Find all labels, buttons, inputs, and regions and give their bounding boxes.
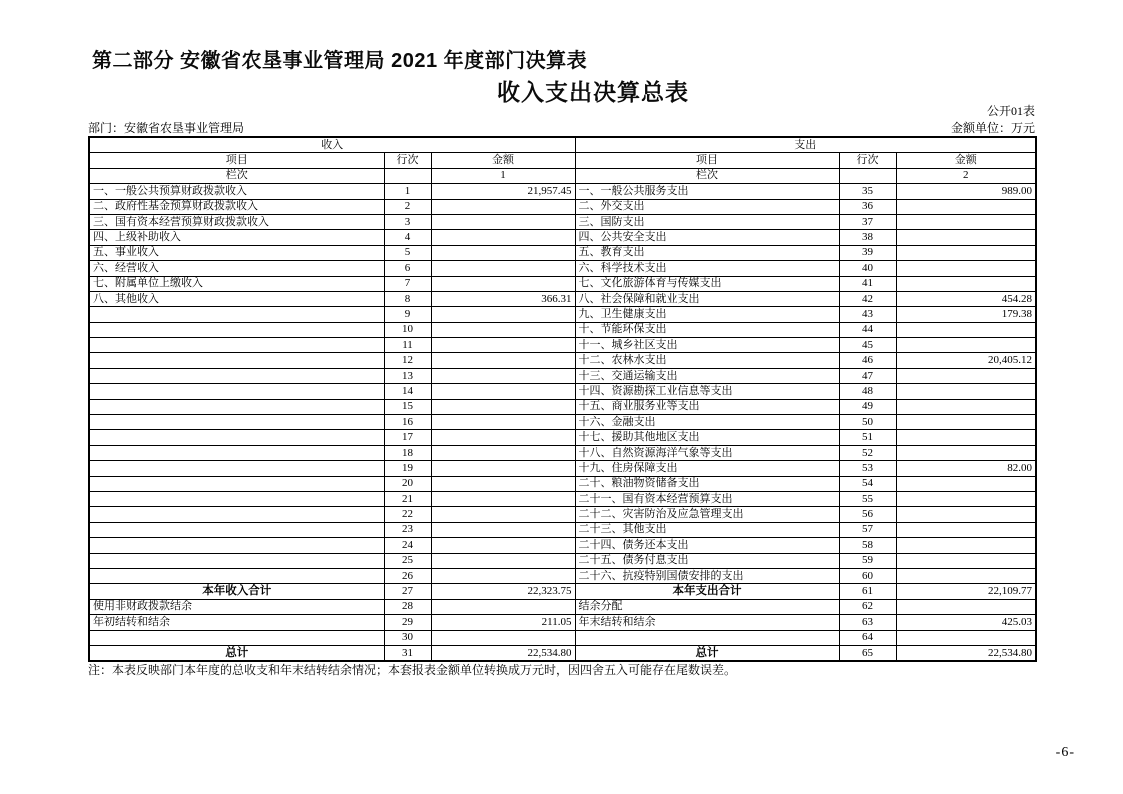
table-row [89, 307, 1036, 322]
expense-rowno-cell: 48 [839, 384, 896, 399]
income-rowno-col-header: 行次 [384, 153, 431, 168]
income-rowno-cell: 22 [384, 507, 431, 522]
income-amount-cell [431, 461, 575, 476]
income-rowno-cell: 14 [384, 384, 431, 399]
meta-line [88, 119, 1035, 136]
income-amount-cell [431, 522, 575, 537]
income-rowno-cell: 11 [384, 338, 431, 353]
expense-amount-cell [896, 630, 1036, 645]
expense-item-cell: 十九、住房保障支出 [575, 461, 839, 476]
expense-amount-cell [896, 553, 1036, 568]
expense-rowno-cell: 39 [839, 245, 896, 260]
income-amount-cell [431, 430, 575, 445]
expense-rowno-cell: 37 [839, 214, 896, 229]
expense-item-cell: 二十三、其他支出 [575, 522, 839, 537]
expense-item-cell: 二十五、债务付息支出 [575, 553, 839, 568]
expense-rowno-cell: 54 [839, 476, 896, 491]
expense-item-cell: 总计 [575, 645, 839, 661]
income-amount-col-header: 金额 [431, 153, 575, 168]
income-rowno-cell: 1 [384, 184, 431, 199]
expense-item-cell: 十七、援助其他地区支出 [575, 430, 839, 445]
expense-rowno-cell: 55 [839, 491, 896, 506]
income-item-cell [89, 399, 384, 414]
income-item-cell: 五、事业收入 [89, 245, 384, 260]
income-amount-cell [431, 538, 575, 553]
table-row [89, 338, 1036, 353]
expense-rowno-cell: 41 [839, 276, 896, 291]
income-amount-cell: 211.05 [431, 615, 575, 630]
expense-amount-cell [896, 199, 1036, 214]
table-row [89, 214, 1036, 229]
income-amount-cell [431, 245, 575, 260]
expense-amount-cell [896, 368, 1036, 383]
table-row [89, 353, 1036, 368]
table-row [89, 522, 1036, 537]
expense-rowno-cell: 59 [839, 553, 896, 568]
table-note: 注：本表反映部门本年度的总收支和年末结转结余情况；本套报表金额单位转换成万元时，因四舍五入可能存在尾数误差。 [88, 663, 737, 677]
expense-item-cell: 八、社会保障和就业支出 [575, 291, 839, 306]
income-item-cell [89, 522, 384, 537]
income-rowno-cell: 10 [384, 322, 431, 337]
income-amount-cell: 366.31 [431, 291, 575, 306]
income-amount-cell [431, 568, 575, 583]
income-item-cell [89, 384, 384, 399]
income-rowno-cell: 27 [384, 584, 431, 599]
table-row [89, 368, 1036, 383]
table-row [89, 430, 1036, 445]
expense-amount-cell [896, 491, 1036, 506]
expense-item-cell: 十五、商业服务业等支出 [575, 399, 839, 414]
expense-item-col-header: 项目 [575, 153, 839, 168]
income-item-cell: 七、附属单位上缴收入 [89, 276, 384, 291]
income-rowno-cell: 24 [384, 538, 431, 553]
expense-item-cell: 十二、农林水支出 [575, 353, 839, 368]
table-row [89, 461, 1036, 476]
department-label: 部门：安徽省农垦事业管理局 [88, 121, 245, 135]
income-amount-cell [431, 261, 575, 276]
income-item-cell [89, 338, 384, 353]
table-row [89, 645, 1036, 661]
income-amount-cell [431, 368, 575, 383]
expense-rowno-cell: 36 [839, 199, 896, 214]
expense-rowno-cell: 45 [839, 338, 896, 353]
expense-item-cell: 五、教育支出 [575, 245, 839, 260]
income-rowno-cell: 25 [384, 553, 431, 568]
expense-rowno-cell: 63 [839, 615, 896, 630]
income-rowno-cell: 12 [384, 353, 431, 368]
income-rowno-cell: 13 [384, 368, 431, 383]
income-amount-cell [431, 199, 575, 214]
expense-amount-cell [896, 322, 1036, 337]
expense-amount-cell [896, 507, 1036, 522]
income-item-cell [89, 507, 384, 522]
income-amount-cell: 22,534.80 [431, 645, 575, 661]
expense-rowno-cell: 58 [839, 538, 896, 553]
expense-rowno-cell: 47 [839, 368, 896, 383]
table-row [89, 584, 1036, 599]
expense-item-cell: 十一、城乡社区支出 [575, 338, 839, 353]
income-rowno-cell: 18 [384, 445, 431, 460]
income-item-cell [89, 430, 384, 445]
income-rowno-cell: 9 [384, 307, 431, 322]
table-row [89, 199, 1036, 214]
expense-amount-cell: 22,109.77 [896, 584, 1036, 599]
income-rowno-cell: 31 [384, 645, 431, 661]
income-expense-summary-table [88, 136, 1037, 662]
income-item-col-header: 项目 [89, 153, 384, 168]
income-rowno-cell: 17 [384, 430, 431, 445]
expense-item-cell: 二十二、灾害防治及应急管理支出 [575, 507, 839, 522]
income-rowno-cell: 3 [384, 214, 431, 229]
expense-item-cell: 十六、金融支出 [575, 415, 839, 430]
income-amount-cell [431, 230, 575, 245]
income-section-header: 收入 [89, 137, 575, 153]
income-rowno-cell: 4 [384, 230, 431, 245]
expense-amount-cell [896, 522, 1036, 537]
expense-section-header: 支出 [575, 137, 1036, 153]
table-body [89, 184, 1036, 662]
expense-rowno-col-header: 行次 [839, 153, 896, 168]
expense-rowno-cell: 46 [839, 353, 896, 368]
expense-rowno-cell: 53 [839, 461, 896, 476]
expense-rowno-cell: 56 [839, 507, 896, 522]
expense-rowno-cell: 49 [839, 399, 896, 414]
expense-rowno-cell: 50 [839, 415, 896, 430]
expense-item-cell [575, 630, 839, 645]
income-amount-cell: 21,957.45 [431, 184, 575, 199]
table-row [89, 599, 1036, 614]
expense-rowno-cell: 64 [839, 630, 896, 645]
table-row [89, 615, 1036, 630]
expense-rowno-cell: 40 [839, 261, 896, 276]
expense-item-cell: 二十四、债务还本支出 [575, 538, 839, 553]
expense-rowno-cell: 52 [839, 445, 896, 460]
income-amount-cell [431, 491, 575, 506]
expense-rowno-cell: 60 [839, 568, 896, 583]
expense-rowno-cell: 51 [839, 430, 896, 445]
income-item-cell: 八、其他收入 [89, 291, 384, 306]
income-amount-cell [431, 353, 575, 368]
expense-amount-cell [896, 230, 1036, 245]
income-rowno-cell: 7 [384, 276, 431, 291]
table-row [89, 399, 1036, 414]
income-item-cell [89, 445, 384, 460]
expense-item-cell: 二十六、抗疫特别国债安排的支出 [575, 568, 839, 583]
section-header-row [89, 137, 1036, 153]
income-amount-cell [431, 415, 575, 430]
expense-index-blank [839, 168, 896, 183]
expense-amount-cell [896, 245, 1036, 260]
table-row [89, 476, 1036, 491]
income-rowno-cell: 26 [384, 568, 431, 583]
income-item-cell [89, 322, 384, 337]
income-amount-cell [431, 445, 575, 460]
expense-rowno-cell: 44 [839, 322, 896, 337]
expense-rowno-cell: 38 [839, 230, 896, 245]
form-code: 公开01表 [986, 104, 1035, 118]
income-item-cell [89, 368, 384, 383]
table-title: 收入支出决算总表 [497, 79, 689, 105]
income-rowno-cell: 6 [384, 261, 431, 276]
page-number: -6- [1055, 745, 1075, 760]
income-rowno-cell: 21 [384, 491, 431, 506]
income-item-cell: 四、上级补助收入 [89, 230, 384, 245]
expense-amount-cell: 179.38 [896, 307, 1036, 322]
expense-amount-cell [896, 261, 1036, 276]
expense-item-cell: 十四、资源勘探工业信息等支出 [575, 384, 839, 399]
income-amount-cell [431, 307, 575, 322]
income-rowno-cell: 8 [384, 291, 431, 306]
income-rowno-cell: 5 [384, 245, 431, 260]
expense-rowno-cell: 35 [839, 184, 896, 199]
expense-item-cell: 四、公共安全支出 [575, 230, 839, 245]
expense-amount-cell [896, 415, 1036, 430]
expense-amount-cell [896, 445, 1036, 460]
income-item-cell: 一、一般公共预算财政拨款收入 [89, 184, 384, 199]
income-item-cell [89, 568, 384, 583]
income-item-cell [89, 553, 384, 568]
income-amount-cell [431, 384, 575, 399]
expense-item-cell: 一、一般公共服务支出 [575, 184, 839, 199]
expense-rowno-cell: 61 [839, 584, 896, 599]
expense-item-cell: 二十一、国有资本经营预算支出 [575, 491, 839, 506]
expense-amount-cell [896, 276, 1036, 291]
income-rowno-cell: 30 [384, 630, 431, 645]
table-row [89, 445, 1036, 460]
expense-item-cell: 十八、自然资源海洋气象等支出 [575, 445, 839, 460]
income-item-cell: 使用非财政拨款结余 [89, 599, 384, 614]
income-item-cell [89, 538, 384, 553]
expense-rowno-cell: 62 [839, 599, 896, 614]
table-row [89, 415, 1036, 430]
expense-item-cell: 二十、粮油物资储备支出 [575, 476, 839, 491]
income-item-cell [89, 491, 384, 506]
expense-amount-cell: 454.28 [896, 291, 1036, 306]
expense-item-cell: 年末结转和结余 [575, 615, 839, 630]
income-amount-cell [431, 630, 575, 645]
income-rowno-cell: 29 [384, 615, 431, 630]
income-item-cell: 六、经营收入 [89, 261, 384, 276]
expense-amount-cell: 425.03 [896, 615, 1036, 630]
table-row [89, 568, 1036, 583]
income-amount-cell [431, 338, 575, 353]
income-item-cell [89, 476, 384, 491]
income-item-cell: 三、国有资本经营预算财政拨款收入 [89, 214, 384, 229]
table-row [89, 276, 1036, 291]
income-rowno-cell: 28 [384, 599, 431, 614]
table-row [89, 553, 1036, 568]
expense-item-cell: 本年支出合计 [575, 584, 839, 599]
expense-item-cell: 十三、交通运输支出 [575, 368, 839, 383]
expense-amount-cell [896, 214, 1036, 229]
table-row [89, 507, 1036, 522]
expense-rowno-cell: 42 [839, 291, 896, 306]
table-row [89, 538, 1036, 553]
income-item-cell [89, 630, 384, 645]
expense-amount-cell [896, 399, 1036, 414]
income-index-blank [384, 168, 431, 183]
column-header-row [89, 153, 1036, 168]
expense-item-cell: 十、节能环保支出 [575, 322, 839, 337]
income-item-cell: 本年收入合计 [89, 584, 384, 599]
income-rowno-cell: 16 [384, 415, 431, 430]
column-index-row [89, 168, 1036, 183]
income-index-number: 1 [431, 168, 575, 183]
expense-item-cell: 六、科学技术支出 [575, 261, 839, 276]
table-row [89, 261, 1036, 276]
expense-amount-cell [896, 599, 1036, 614]
expense-rowno-cell: 57 [839, 522, 896, 537]
income-item-cell [89, 353, 384, 368]
table-row [89, 245, 1036, 260]
income-amount-cell [431, 214, 575, 229]
expense-index-number: 2 [896, 168, 1036, 183]
income-rowno-cell: 15 [384, 399, 431, 414]
income-amount-cell [431, 276, 575, 291]
expense-rowno-cell: 43 [839, 307, 896, 322]
income-amount-cell [431, 599, 575, 614]
income-rowno-cell: 23 [384, 522, 431, 537]
expense-amount-col-header: 金额 [896, 153, 1036, 168]
table-row [89, 491, 1036, 506]
expense-index-label: 栏次 [575, 168, 839, 183]
expense-rowno-cell: 65 [839, 645, 896, 661]
income-item-cell [89, 415, 384, 430]
table-row [89, 322, 1036, 337]
expense-amount-cell: 20,405.12 [896, 353, 1036, 368]
expense-item-cell: 七、文化旅游体育与传媒支出 [575, 276, 839, 291]
table-row [89, 230, 1036, 245]
expense-amount-cell [896, 384, 1036, 399]
expense-amount-cell [896, 568, 1036, 583]
income-amount-cell: 22,323.75 [431, 584, 575, 599]
income-rowno-cell: 20 [384, 476, 431, 491]
table-row [89, 384, 1036, 399]
expense-item-cell: 二、外交支出 [575, 199, 839, 214]
income-item-cell: 二、政府性基金预算财政拨款收入 [89, 199, 384, 214]
expense-item-cell: 三、国防支出 [575, 214, 839, 229]
expense-amount-cell [896, 338, 1036, 353]
expense-amount-cell: 82.00 [896, 461, 1036, 476]
income-amount-cell [431, 322, 575, 337]
table-row [89, 291, 1036, 306]
income-rowno-cell: 2 [384, 199, 431, 214]
expense-amount-cell [896, 538, 1036, 553]
expense-amount-cell [896, 476, 1036, 491]
income-index-label: 栏次 [89, 168, 384, 183]
income-amount-cell [431, 399, 575, 414]
expense-amount-cell [896, 430, 1036, 445]
income-amount-cell [431, 553, 575, 568]
expense-item-cell: 结余分配 [575, 599, 839, 614]
income-amount-cell [431, 507, 575, 522]
expense-amount-cell: 22,534.80 [896, 645, 1036, 661]
income-item-cell: 年初结转和结余 [89, 615, 384, 630]
unit-label: 金额单位：万元 [950, 121, 1035, 135]
expense-amount-cell: 989.00 [896, 184, 1036, 199]
expense-item-cell: 九、卫生健康支出 [575, 307, 839, 322]
table-row [89, 184, 1036, 199]
income-item-cell [89, 307, 384, 322]
income-item-cell [89, 461, 384, 476]
part-title: 第二部分 安徽省农垦事业管理局 2021 年度部门决算表 [92, 50, 588, 72]
income-amount-cell [431, 476, 575, 491]
table-row [89, 630, 1036, 645]
income-rowno-cell: 19 [384, 461, 431, 476]
income-item-cell: 总计 [89, 645, 384, 661]
